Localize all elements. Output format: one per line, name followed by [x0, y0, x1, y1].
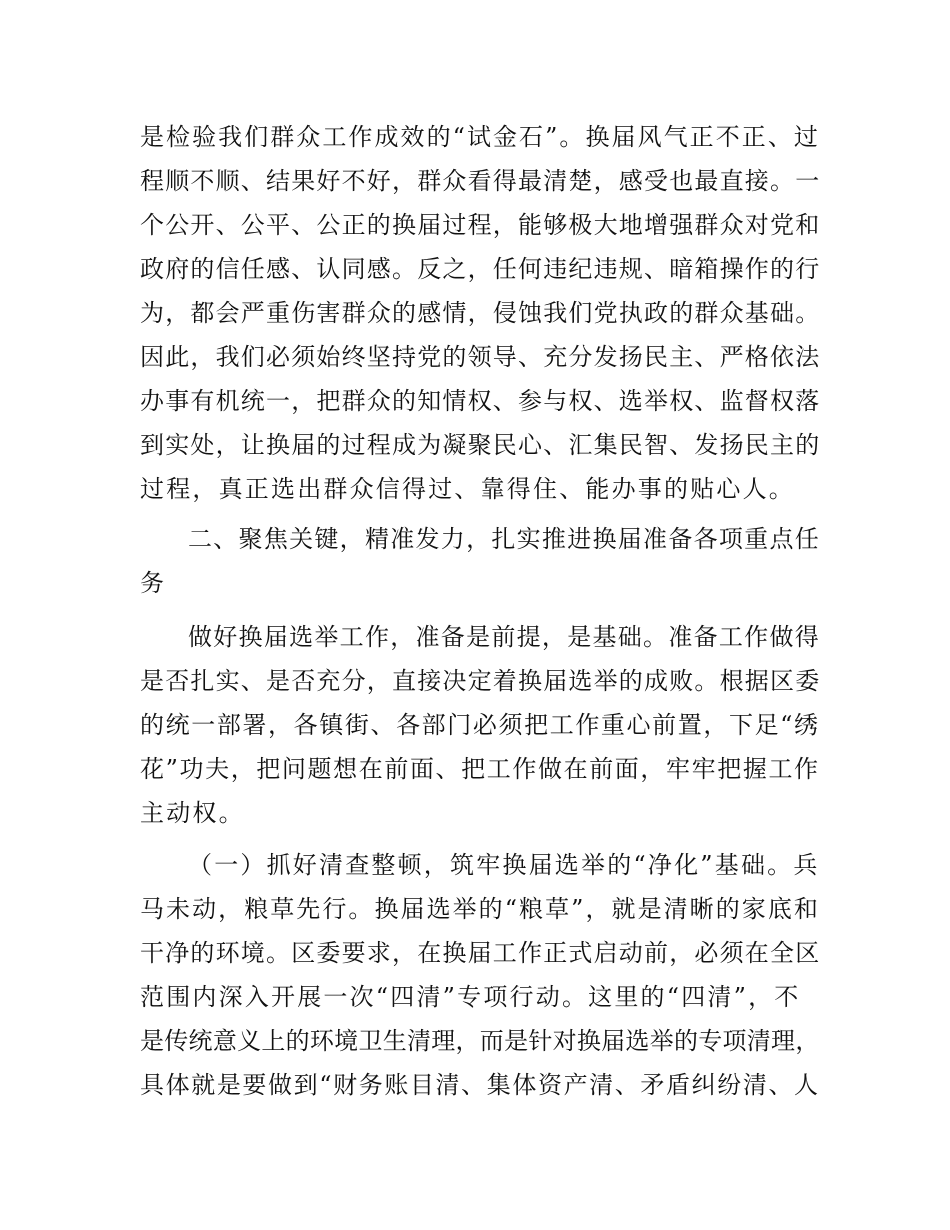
paragraph-1-line-2: 程顺不顺、结果好不好，群众看得最清楚，感受也最直接。一	[140, 167, 821, 195]
paragraph-1-line-5: 为，都会严重伤害群众的感情，侵蚀我们党执政的群众基础。	[140, 299, 821, 327]
paragraph-1-line-7: 办事有机统一，把群众的知情权、参与权、选举权、监督权落	[140, 387, 821, 415]
paragraph-2-line-5: 主动权。	[140, 799, 245, 827]
section-heading-2-line-2: 务	[140, 569, 167, 597]
paragraph-2-line-1: 做好换届选举工作，准备是前提，是基础。准备工作做得	[188, 623, 820, 651]
paragraph-3-line-6: 具体就是要做到“财务账目清、集体资产清、矛盾纠纷清、人	[140, 1071, 820, 1099]
paragraph-1-line-4: 政府的信任感、认同感。反之，任何违纪违规、暗箱操作的行	[140, 255, 821, 283]
paragraph-1-line-9: 过程，真正选出群众信得过、靠得住、能办事的贴心人。	[140, 475, 795, 503]
paragraph-1-line-8: 到实处，让换届的过程成为凝聚民心、汇集民智、发扬民主的	[140, 431, 821, 459]
paragraph-2-line-3: 的统一部署，各镇街、各部门必须把工作重心前置，下足“绣	[140, 711, 820, 739]
paragraph-2-line-2: 是否扎实、是否充分，直接决定着换届选举的成败。根据区委	[140, 667, 821, 695]
paragraph-3-line-4: 范围内深入开展一次“四清”专项行动。这里的“四清”，不	[140, 983, 801, 1011]
section-heading-2-line-1: 二、聚焦关键，精准发力，扎实推进换届准备各项重点任	[188, 525, 820, 553]
paragraph-1-line-1: 是检验我们群众工作成效的“试金石”。换届风气正不正、过	[140, 123, 820, 151]
paragraph-3-line-1: （一）抓好清查整顿，筑牢换届选举的“净化”基础。兵	[188, 851, 820, 879]
paragraph-1-line-3: 个公开、公平、公正的换届过程，能够极大地增强群众对党和	[140, 211, 821, 239]
paragraph-1-line-6: 因此，我们必须始终坚持党的领导、充分发扬民主、严格依法	[140, 343, 821, 371]
paragraph-2-line-4: 花”功夫，把问题想在前面、把工作做在前面，牢牢把握工作	[140, 755, 820, 783]
paragraph-3-line-5: 是传统意义上的环境卫生清理，而是针对换届选举的专项清理，	[140, 1027, 820, 1055]
paragraph-3-line-2: 马未动，粮草先行。换届选举的“粮草”，就是清晰的家底和	[140, 895, 820, 923]
paragraph-3-line-3: 干净的环境。区委要求，在换届工作正式启动前，必须在全区	[140, 939, 821, 967]
